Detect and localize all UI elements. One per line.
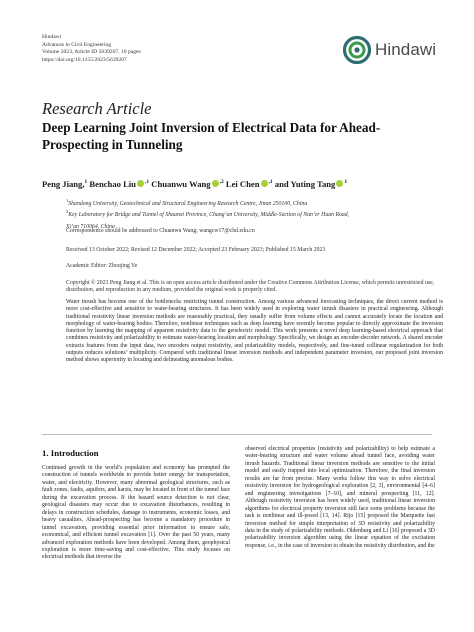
author-affiliation-mark: 1 xyxy=(84,179,88,186)
author-list xyxy=(42,179,442,189)
author-affiliation-mark: ,1 xyxy=(144,179,150,186)
author-name: and Yuting Tang xyxy=(274,179,336,189)
section-heading: 1. Introduction xyxy=(42,448,99,458)
hindawi-logo xyxy=(343,36,436,64)
author-name: Chuanwu Wang xyxy=(151,179,211,189)
affiliation-line: $^1$Shandong University, Geotechnical and Structural Engineering Research Centre, Jinan 250100, China xyxy=(66,198,308,207)
orcid-icon[interactable] xyxy=(261,180,268,187)
author-name: Peng Jiang, xyxy=(42,179,85,189)
publisher-name: Hindawi xyxy=(42,34,62,40)
publication-dates: Received 13 October 2022; Revised 12 December 2022; Accepted 23 February 2023; Published 15 March 2023 xyxy=(66,247,326,253)
journal-name: Advances in Civil Engineering xyxy=(42,41,112,48)
copyright-notice: Copyright © 2023 Peng Jiang et al. This is an open access article distributed under the Creative Commons Attribution License, which permits unrestricted use, distribution, and reproduction in any medium, provided the original work is properly cited. xyxy=(66,280,435,294)
affiliation-line: Xi’an 710064, China xyxy=(66,223,115,230)
intro-left-column: Continued growth in the world’s population and economy has prompted the construction of tunnels worldwide to provide better energy for transportation, water, and electricity. However, many abnormal geological structures, such as fault zones, faults, aquifers, and karsts, may be located in front of the tunnel face during the excavation process. If the hazard source detection is not clear, geological disasters may occur due to excavation disturbances, resulting in delays in construction schedules, damage to instruments, economic losses, and heavy casualties. Ahead-prospecting has become a mandatory procedure in tunnel excavation, providing essential prior information to ensure safe, economical, and efficient tunnel excavation [1]. Over the past 50 years, many advanced exploration methods have been developed. Among them, geophysical exploration is more time-saving and cost-effective. This study focuses on electrical methods that inverse the xyxy=(42,465,230,561)
orcid-icon[interactable] xyxy=(137,180,144,187)
hindawi-logo-icon xyxy=(343,36,371,64)
author-affiliation-mark: ,1 xyxy=(268,179,273,186)
article-type: Research Article xyxy=(42,99,152,118)
paper-title: Deep Learning Joint Inversion of Electrical Data for Ahead-Prospecting in Tunneling xyxy=(42,120,381,152)
academic-editor: Academic Editor: Zhoujing Ye xyxy=(66,263,138,269)
author-name: Lei Chen xyxy=(225,179,260,189)
section-divider xyxy=(42,434,432,435)
author-name: Benchao Liu xyxy=(89,179,136,189)
doi-link[interactable]: https://doi.org/10.1155/2023/5639207 xyxy=(42,56,127,63)
abstract-text: Water inrush has become one of the bottlenecks restricting tunnel construction. Among various advanced forecasting techniques, the direct current method is more cost-effective and sensitive to water-bearing structures. It has been widely used in exploring water inrush disasters in practical engineering. Although traditional resistivity linear inversion methods are reasonably practical, they usually suffer from volume effects and cannot accurately locate the location and morphology of water-bearing bodies. Therefore, nonlinear techniques such as deep learning have recently become popular to directly approximate the inversion function by learning the mapping of apparent resistivity data to the geoelectric model. This work presents a novel deep learning-based electrical approach that combines resistivity and polarizability to estimate water-bearing location and morphology. Specifically, we design an encoder-decoder network. A shared encoder extracts features from the input data, two encoders output resistivity, and polarizability models, respectively, and fine-tuned collinear regularization for both outputs reduces solutions’ multiplicity. Compared with traditional linear inversion methods and independent parameter inversion, our proposed joint inversion method shows superiority in locating and delineating anomalous bodies. xyxy=(66,299,443,364)
author-affiliation-mark: ,2 xyxy=(219,179,224,186)
affiliations xyxy=(66,197,406,231)
orcid-icon[interactable] xyxy=(336,180,343,187)
affiliation-line: $^2$Key Laboratory for Bridge and Tunnel of Shaanxi Province, Chang’an University, Middle-Section of Nan’er Huan Road, xyxy=(66,209,350,219)
correspondence-line: Correspondence should be addressed to Chuanwu Wang; wangcw17@chd.edu.cn xyxy=(66,228,255,234)
journal-masthead xyxy=(42,34,302,64)
intro-right-column: observed electrical properties (resistivity and polarizability) to help estimate a water-bearing structure and water volume ahead tunnel face, avoiding water inrush hazards. Traditional linear inversion methods are sensitive to the initial model and easily trapped into local optimization. Therefore, the final inversion results are far from precise. Many works follow this way to solve electrical resistivity inversion for hydrogeological exploration [2, 3], environmental [4–6] and engineering investigations [7–10], and mineral prospecting [11, 12]. Although resistivity inversion has been widely used, traditional linear inversion algorithms for electrical property inversion still face some problems because the task is nonlinear and ill-posed [13, 14]. Rijo [15] proposed the Marquette fast inversion method for simple interpretation of 3D resistivity and polarizability data in the study of polarizability methods. Oldenburg and Li [16] proposed a 3D polarizability inversion algorithm using the linear equation of the excitation response, i.e., in the case of inversion to obtain the resistivity distribution, and the xyxy=(245,446,435,549)
orcid-icon[interactable] xyxy=(212,180,219,187)
hindawi-logo-text: Hindawi xyxy=(375,40,437,59)
author-affiliation-mark: 1 xyxy=(344,179,348,186)
volume-info: Volume 2023, Article ID 5639207, 10 pages xyxy=(42,49,141,56)
